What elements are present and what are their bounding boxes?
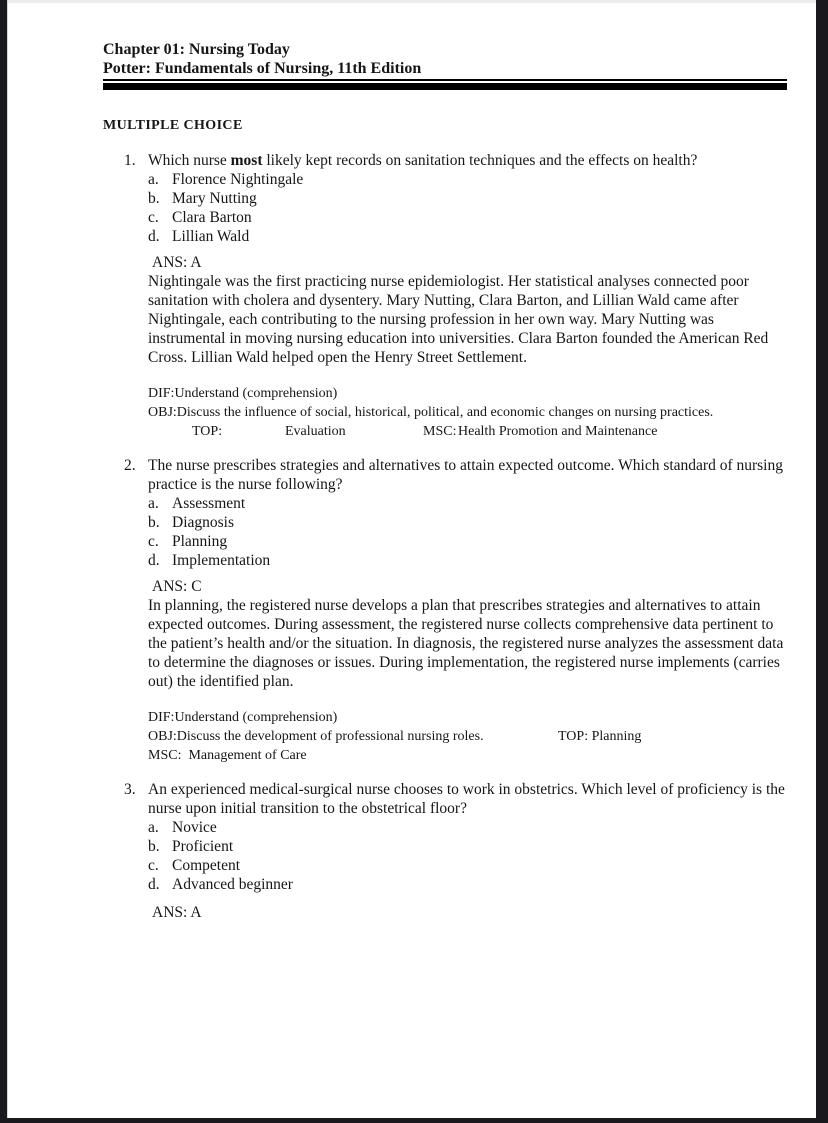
question-2-dif: DIF:Understand (comprehension) (148, 710, 338, 725)
question-3 (103, 780, 787, 922)
option-text: Florence Nightingale (172, 171, 304, 188)
question-2-options (148, 494, 785, 570)
question-1-number: 1. (124, 152, 136, 169)
option-letter: c. (148, 533, 159, 550)
option-row (148, 818, 785, 837)
question-1-top-msc-row (148, 422, 785, 441)
option-row (148, 494, 785, 513)
question-2-answer: ANS: C (152, 578, 202, 595)
question-2-rationale: In planning, the registered nurse develops a plan that prescribes strategies and alternatives to attain expected outcomes. During assessment, the registered nurse collects comprehensive data pertinent to the patient’s health and/or the situation. In diagnosis, the registered nurse analyzes the assessment data to determine the diagnoses or issues. During implementation, the registered nurse implements (carries out) the identified plan. (148, 597, 784, 690)
question-1-meta (148, 384, 785, 441)
option-letter: a. (148, 495, 159, 512)
option-text: Competent (172, 857, 241, 874)
question-1-rationale: Nightingale was the first practicing nurse epidemiologist. Her statistical analyses connected poor sanitation with cholera and dysentery. Mary Nutting, Clara Barton, and Lillian Wald came after Nightingale, each contributing to the nursing profession in her own way. Mary Nutting was instrumental in moving nursing education into universities. Clara Barton founded the American Red Cross. Lillian Wald helped open the Henry Street Settlement. (148, 273, 769, 366)
option-letter: b. (148, 190, 160, 207)
document-page (103, 40, 787, 937)
msc-value: Health Promotion and Maintenance (458, 424, 658, 439)
option-row (148, 551, 785, 570)
option-letter: d. (148, 552, 160, 569)
question-2-row (124, 456, 787, 570)
question-3-row (124, 780, 787, 894)
question-1-detail (148, 253, 785, 441)
option-letter: c. (148, 857, 159, 874)
option-letter: b. (148, 838, 160, 855)
option-row (148, 513, 785, 532)
question-1-obj: OBJ:Discuss the influence of social, historical, political, and economic changes on nursing practices. (148, 405, 714, 420)
option-text: Advanced beginner (172, 876, 293, 893)
question-1-options (148, 170, 785, 246)
option-text: Clara Barton (172, 209, 252, 226)
question-3-detail (148, 903, 785, 922)
option-letter: d. (148, 876, 160, 893)
question-1-stem-pre: Which nurse (148, 152, 231, 169)
option-letter: d. (148, 228, 160, 245)
question-3-options (148, 818, 785, 894)
book-title: Potter: Fundamentals of Nursing, 11th Edition (103, 60, 422, 77)
option-text: Novice (172, 819, 217, 836)
question-2 (103, 456, 787, 765)
window-edge-bottom (0, 1118, 828, 1123)
option-text: Assessment (172, 495, 246, 512)
question-3-body (148, 780, 785, 894)
question-2-obj: OBJ:Discuss the development of professional nursing roles. (148, 729, 484, 744)
section-title: MULTIPLE CHOICE (103, 118, 243, 133)
question-2-meta (148, 708, 785, 765)
option-letter: b. (148, 514, 160, 531)
option-text: Implementation (172, 552, 271, 569)
msc-label: MSC: (423, 424, 457, 439)
question-1-body (148, 151, 785, 246)
question-1-row (124, 151, 787, 246)
question-2-detail (148, 577, 785, 765)
question-2-top: TOP: Planning (558, 729, 642, 744)
option-text: Mary Nutting (172, 190, 257, 207)
question-2-stem-pre: The nurse prescribes strategies and alternatives to attain expected outcome. Which standard of nursing practice is the nurse following? (148, 457, 783, 493)
question-3-stem (148, 780, 785, 818)
question-3-stem-pre: An experienced medical-surgical nurse chooses to work in obstetrics. Which level of proficiency is the nurse upon initial transition to the obstetrical floor? (148, 781, 785, 817)
option-text: Proficient (172, 838, 234, 855)
option-row (148, 170, 785, 189)
chapter-title: Chapter 01: Nursing Today (103, 41, 290, 58)
option-row (148, 227, 785, 246)
option-row (148, 875, 785, 894)
option-text: Diagnosis (172, 514, 234, 531)
window-edge-right (816, 0, 828, 1123)
option-letter: a. (148, 819, 159, 836)
question-1-stem-post: likely kept records on sanitation techniques and the effects on health? (262, 152, 698, 169)
question-1-stem-bold: most (230, 152, 263, 169)
question-1-dif: DIF:Understand (comprehension) (148, 386, 338, 401)
question-1-stem (148, 151, 785, 170)
window-edge-top (8, 0, 816, 3)
document-header (103, 40, 787, 81)
option-row (148, 532, 785, 551)
option-row (148, 856, 785, 875)
question-1-answer: ANS: A (152, 254, 202, 271)
option-row (148, 837, 785, 856)
option-text: Lillian Wald (172, 228, 250, 245)
option-text: Planning (172, 533, 228, 550)
option-letter: c. (148, 209, 159, 226)
question-3-number: 3. (124, 781, 136, 798)
question-2-obj-top-row (148, 727, 785, 746)
top-value: Evaluation (285, 424, 346, 439)
option-row (148, 189, 785, 208)
window-edge-left (0, 0, 8, 1123)
question-1 (103, 151, 787, 441)
question-2-body (148, 456, 785, 570)
header-divider-rule (103, 83, 787, 90)
question-2-msc: MSC: Management of Care (148, 748, 307, 763)
top-label: TOP: (192, 424, 223, 439)
question-2-number: 2. (124, 457, 136, 474)
option-row (148, 208, 785, 227)
option-letter: a. (148, 171, 159, 188)
question-2-stem (148, 456, 785, 494)
question-3-answer: ANS: A (152, 904, 202, 921)
